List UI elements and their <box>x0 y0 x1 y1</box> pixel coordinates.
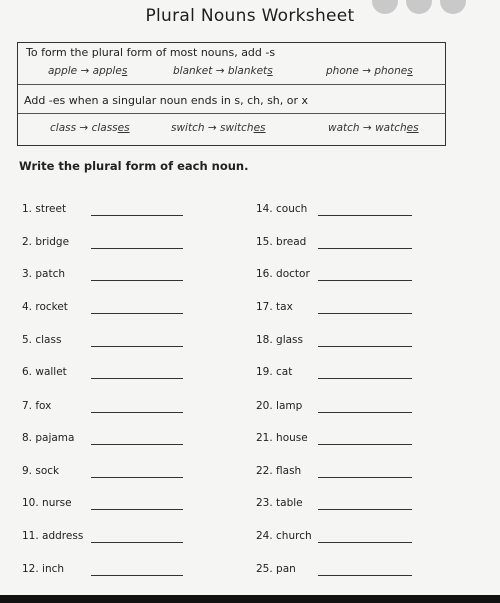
worksheet-item: 9. sock <box>22 465 60 477</box>
worksheet-item: 20. lamp <box>256 400 303 412</box>
answer-blank[interactable] <box>318 542 412 543</box>
answer-blank[interactable] <box>91 575 183 576</box>
answer-blank[interactable] <box>91 542 183 543</box>
worksheet-item: 5. class <box>22 334 62 346</box>
worksheet-item: 3. patch <box>22 268 65 280</box>
worksheet-item: 1. street <box>22 203 67 215</box>
bottom-edge <box>0 595 500 603</box>
example-class: class → classes <box>50 122 130 134</box>
rule-add-es: Add -es when a singular noun ends in s, ch, sh, or x <box>24 94 309 107</box>
answer-blank[interactable] <box>91 313 183 314</box>
worksheet-item: 21. house <box>256 432 308 444</box>
worksheet-item: 2. bridge <box>22 236 70 248</box>
worksheet-item: 25. pan <box>256 563 296 575</box>
answer-blank[interactable] <box>318 346 412 347</box>
rules-divider <box>18 113 445 114</box>
worksheet-item: 15. bread <box>256 236 307 248</box>
answer-blank[interactable] <box>318 280 412 281</box>
worksheet-item: 10. nurse <box>22 497 72 509</box>
example-phone: phone → phones <box>326 65 413 77</box>
answer-blank[interactable] <box>318 477 412 478</box>
answer-blank[interactable] <box>91 248 183 249</box>
worksheet-item: 19. cat <box>256 366 293 378</box>
instructions: Write the plural form of each noun. <box>19 159 249 173</box>
worksheet-item: 18. glass <box>256 334 303 346</box>
answer-blank[interactable] <box>318 313 412 314</box>
example-switch: switch → switches <box>171 122 266 134</box>
rules-divider <box>18 84 445 85</box>
answer-blank[interactable] <box>91 477 183 478</box>
example-blanket: blanket → blankets <box>173 65 273 77</box>
worksheet-item: 23. table <box>256 497 303 509</box>
worksheet-item: 11. address <box>22 530 84 542</box>
worksheet-item: 17. tax <box>256 301 293 313</box>
answer-blank[interactable] <box>91 378 183 379</box>
worksheet-item: 6. wallet <box>22 366 67 378</box>
worksheet-item: 12. inch <box>22 563 65 575</box>
answer-blank[interactable] <box>91 346 183 347</box>
answer-blank[interactable] <box>91 280 183 281</box>
answer-blank[interactable] <box>91 509 183 510</box>
worksheet-item: 8. pajama <box>22 432 75 444</box>
answer-blank[interactable] <box>91 412 183 413</box>
answer-blank[interactable] <box>318 575 412 576</box>
answer-blank[interactable] <box>318 509 412 510</box>
worksheet-item: 16. doctor <box>256 268 310 280</box>
page-title: Plural Nouns Worksheet <box>145 6 355 26</box>
worksheet-item: 4. rocket <box>22 301 68 313</box>
answer-blank[interactable] <box>318 412 412 413</box>
rules-box <box>17 42 446 146</box>
rule-add-s: To form the plural form of most nouns, add -s <box>26 46 276 59</box>
worksheet-item: 22. flash <box>256 465 302 477</box>
worksheet-item: 24. church <box>256 530 312 542</box>
example-watch: watch → watches <box>328 122 419 134</box>
answer-blank[interactable] <box>91 215 183 216</box>
worksheet-item: 7. fox <box>22 400 52 412</box>
answer-blank[interactable] <box>318 444 412 445</box>
worksheet-item: 14. couch <box>256 203 308 215</box>
answer-blank[interactable] <box>318 378 412 379</box>
example-apple: apple → apples <box>48 65 128 77</box>
answer-blank[interactable] <box>318 215 412 216</box>
answer-blank[interactable] <box>318 248 412 249</box>
answer-blank[interactable] <box>91 444 183 445</box>
